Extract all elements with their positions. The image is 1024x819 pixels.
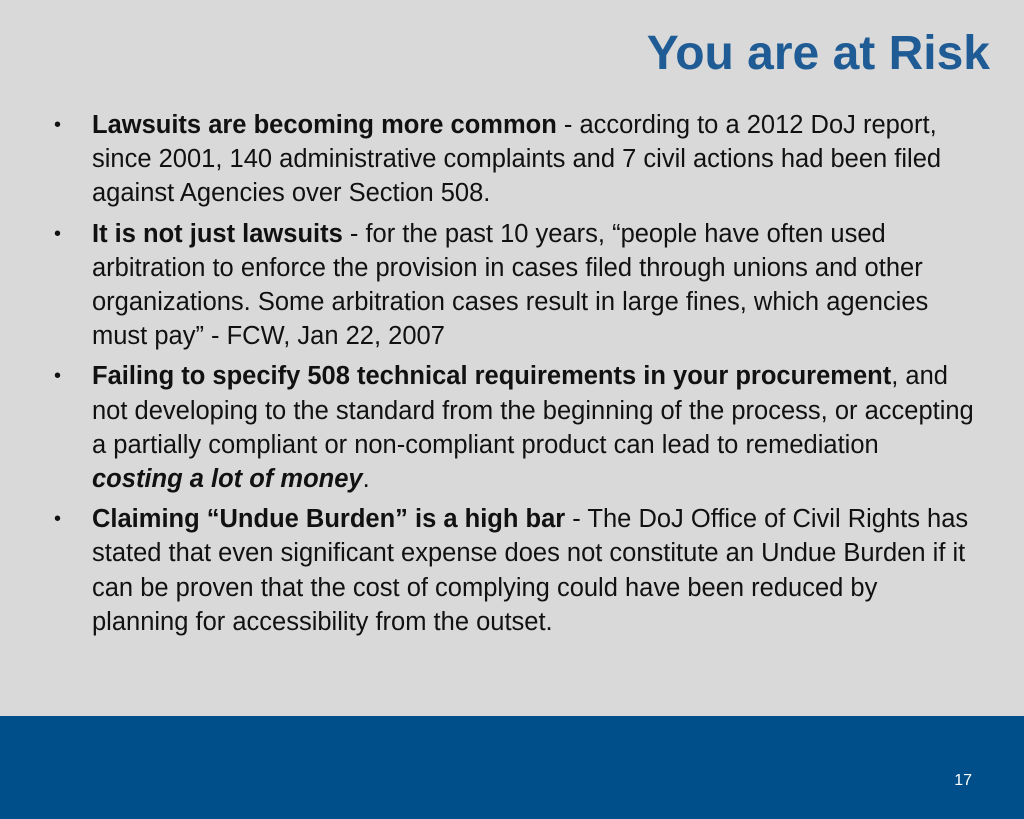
- bullet-heading: Lawsuits are becoming more common: [92, 111, 557, 139]
- bullet-text: , and not developing to the standard from the beginning of the process, or accepting a partially compliant or non-compliant product can lead to remediation: [92, 362, 974, 459]
- footer-bar: [0, 716, 1024, 819]
- bullet-text: - The DoJ Office of Civil Rights has stated that even significant expense does not constitute an Undue Burden if it can be proven that the cost of complying could have been reduced by planning for accessibility from the outset.: [92, 505, 969, 636]
- bullet-item-lawsuits: [54, 108, 974, 211]
- slide-title: You are at Risk: [646, 27, 990, 80]
- bullet-item-undue-burden: [54, 502, 974, 639]
- bullet-item-procurement: [54, 359, 974, 496]
- bullet-heading: It is not just lawsuits: [92, 219, 343, 248]
- bullet-heading: Failing to specify 508 technical requirements in your procurement: [92, 362, 892, 391]
- bullet-list: [54, 108, 974, 645]
- bullet-text: - according to a 2012 DoJ report, since 2001, 140 administrative complaints and 7 civil actions had been filed against Agencies over Section 508.: [92, 111, 942, 208]
- bullet-dot-icon: •: [54, 508, 62, 531]
- bullet-emphasis: costing a lot of money: [92, 465, 363, 494]
- bullet-dot-icon: •: [54, 222, 62, 245]
- bullet-heading: Claiming “Undue Burden” is a high bar: [92, 505, 566, 534]
- bullet-text: - for the past 10 years, “people have often used arbitration to enforce the provision in cases filed through unions and other organizations. Some arbitration cases result in large fines, which agencies must pay” - FCW, Jan 22, 2007: [92, 219, 929, 351]
- bullet-dot-icon: •: [54, 114, 62, 136]
- bullet-item-not-just-lawsuits: [54, 217, 974, 354]
- page-number: 17: [954, 772, 972, 789]
- bullet-text-end: .: [362, 465, 370, 494]
- bullet-dot-icon: •: [54, 365, 62, 388]
